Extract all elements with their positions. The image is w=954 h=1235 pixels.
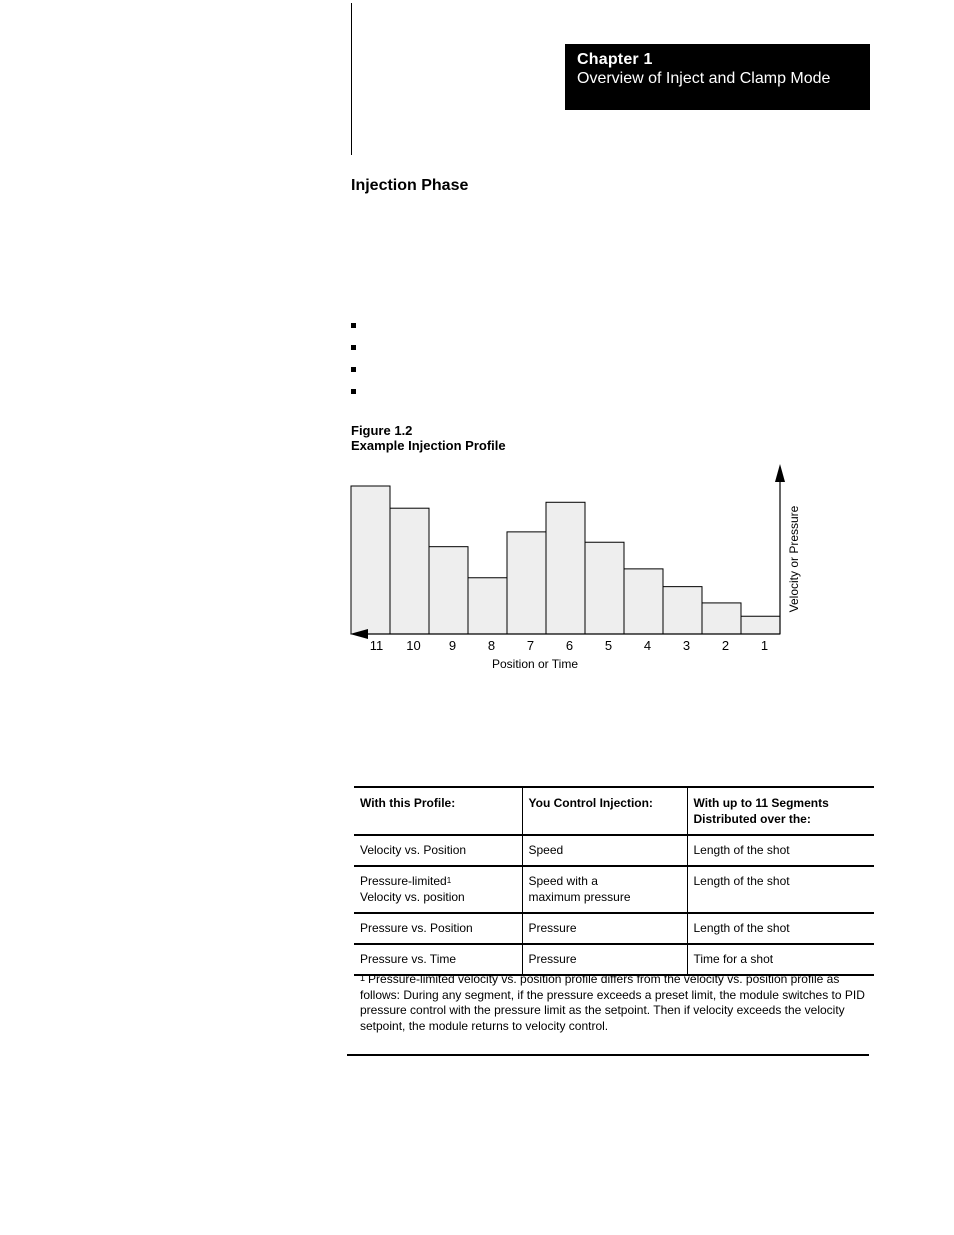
profile-cell bbox=[354, 835, 522, 866]
table-row bbox=[354, 944, 874, 975]
control-value: Speed bbox=[528, 843, 564, 857]
section-heading: Injection Phase bbox=[351, 177, 469, 194]
bar-segment-7 bbox=[507, 532, 546, 634]
profile-name-line2: Velocity vs. position bbox=[360, 890, 465, 904]
distribution-value: Length of the shot bbox=[693, 874, 790, 888]
chapter-title: Overview of Inject and Clamp Mode bbox=[577, 70, 831, 87]
distribution-cell bbox=[687, 866, 874, 913]
x-tick-label: 8 bbox=[487, 638, 496, 653]
distribution-cell bbox=[687, 913, 874, 944]
profile-name: Pressure-limited bbox=[360, 874, 447, 888]
table-footnote bbox=[360, 972, 872, 1034]
bullet-marker bbox=[351, 323, 356, 328]
y-axis-label: Velocity or Pressure bbox=[787, 505, 801, 613]
x-tick-label: 4 bbox=[643, 638, 652, 653]
table-row bbox=[354, 913, 874, 944]
bar-segment-6 bbox=[546, 502, 585, 634]
bullet-marker bbox=[351, 389, 356, 394]
figure-number: Figure 1.2 bbox=[351, 423, 413, 438]
bullet-marker bbox=[351, 345, 356, 350]
x-tick-label: 11 bbox=[369, 638, 384, 653]
control-value: Speed with a bbox=[528, 874, 598, 888]
bottom-rule bbox=[347, 1054, 869, 1056]
figure-title: Example Injection Profile bbox=[351, 438, 506, 453]
chart-tick-labels bbox=[370, 638, 768, 653]
table-row bbox=[354, 835, 874, 866]
profile-cell bbox=[354, 866, 522, 913]
x-tick-label: 9 bbox=[448, 638, 457, 653]
bar-segment-4 bbox=[624, 569, 663, 634]
control-cell bbox=[522, 835, 687, 866]
x-tick-label: 5 bbox=[604, 638, 613, 653]
profile-name: Pressure vs. Time bbox=[360, 952, 457, 966]
footnote-text: Pressure-limited velocity vs. position profile differs from the velocity vs. position profile as follows: During any segment, if the pressure exceeds a preset limit, the module switches to PID pressure control with the pressure limit as the setpoint. Then if velocity exceeds the velocity setpoint, the module returns to velocity control. bbox=[360, 972, 865, 1033]
column-header: You Control Injection: bbox=[522, 787, 687, 835]
bar-segment-8 bbox=[468, 578, 507, 634]
bar-segment-3 bbox=[663, 587, 702, 634]
bar-segment-2 bbox=[702, 603, 741, 634]
bar-segment-10 bbox=[390, 508, 429, 634]
control-value: Pressure bbox=[528, 921, 577, 935]
bar-segment-1 bbox=[741, 616, 780, 634]
distribution-cell bbox=[687, 835, 874, 866]
footnote-marker: 1 bbox=[360, 973, 366, 983]
x-tick-label: 1 bbox=[760, 638, 769, 653]
bar-segment-11 bbox=[351, 486, 390, 634]
control-value-line2: maximum pressure bbox=[528, 890, 631, 904]
margin-rule bbox=[351, 3, 352, 155]
control-cell bbox=[522, 866, 687, 913]
distribution-cell bbox=[687, 944, 874, 975]
x-axis-label: Position or Time bbox=[491, 657, 579, 671]
profile-name: Pressure vs. Position bbox=[360, 921, 473, 935]
x-tick-label: 2 bbox=[721, 638, 730, 653]
table-header-row bbox=[354, 787, 874, 835]
column-header: With up to 11 Segments Distributed over the: bbox=[687, 787, 874, 835]
x-tick-label: 7 bbox=[526, 638, 535, 653]
figure-caption bbox=[351, 423, 506, 453]
distribution-value: Time for a shot bbox=[693, 952, 774, 966]
column-header: With this Profile: bbox=[354, 787, 522, 835]
control-cell bbox=[522, 913, 687, 944]
bar-segment-5 bbox=[585, 542, 624, 634]
bullet-marker bbox=[351, 367, 356, 372]
x-tick-label: 6 bbox=[565, 638, 574, 653]
y-axis-arrow bbox=[775, 464, 785, 482]
control-value: Pressure bbox=[528, 952, 577, 966]
distribution-value: Length of the shot bbox=[693, 921, 790, 935]
profile-name: Velocity vs. Position bbox=[360, 843, 467, 857]
bar-segment-9 bbox=[429, 547, 468, 634]
profile-table bbox=[354, 786, 874, 976]
profile-cell bbox=[354, 913, 522, 944]
profile-cell bbox=[354, 944, 522, 975]
control-cell bbox=[522, 944, 687, 975]
x-tick-label: 10 bbox=[406, 638, 421, 653]
chapter-label: Chapter 1 bbox=[577, 51, 653, 68]
x-tick-label: 3 bbox=[682, 638, 691, 653]
chart-bars bbox=[351, 486, 780, 634]
distribution-value: Length of the shot bbox=[693, 843, 790, 857]
footnote-ref: 1 bbox=[446, 876, 452, 885]
injection-profile-chart bbox=[340, 460, 820, 680]
table-row bbox=[354, 866, 874, 913]
chapter-header bbox=[565, 44, 870, 110]
